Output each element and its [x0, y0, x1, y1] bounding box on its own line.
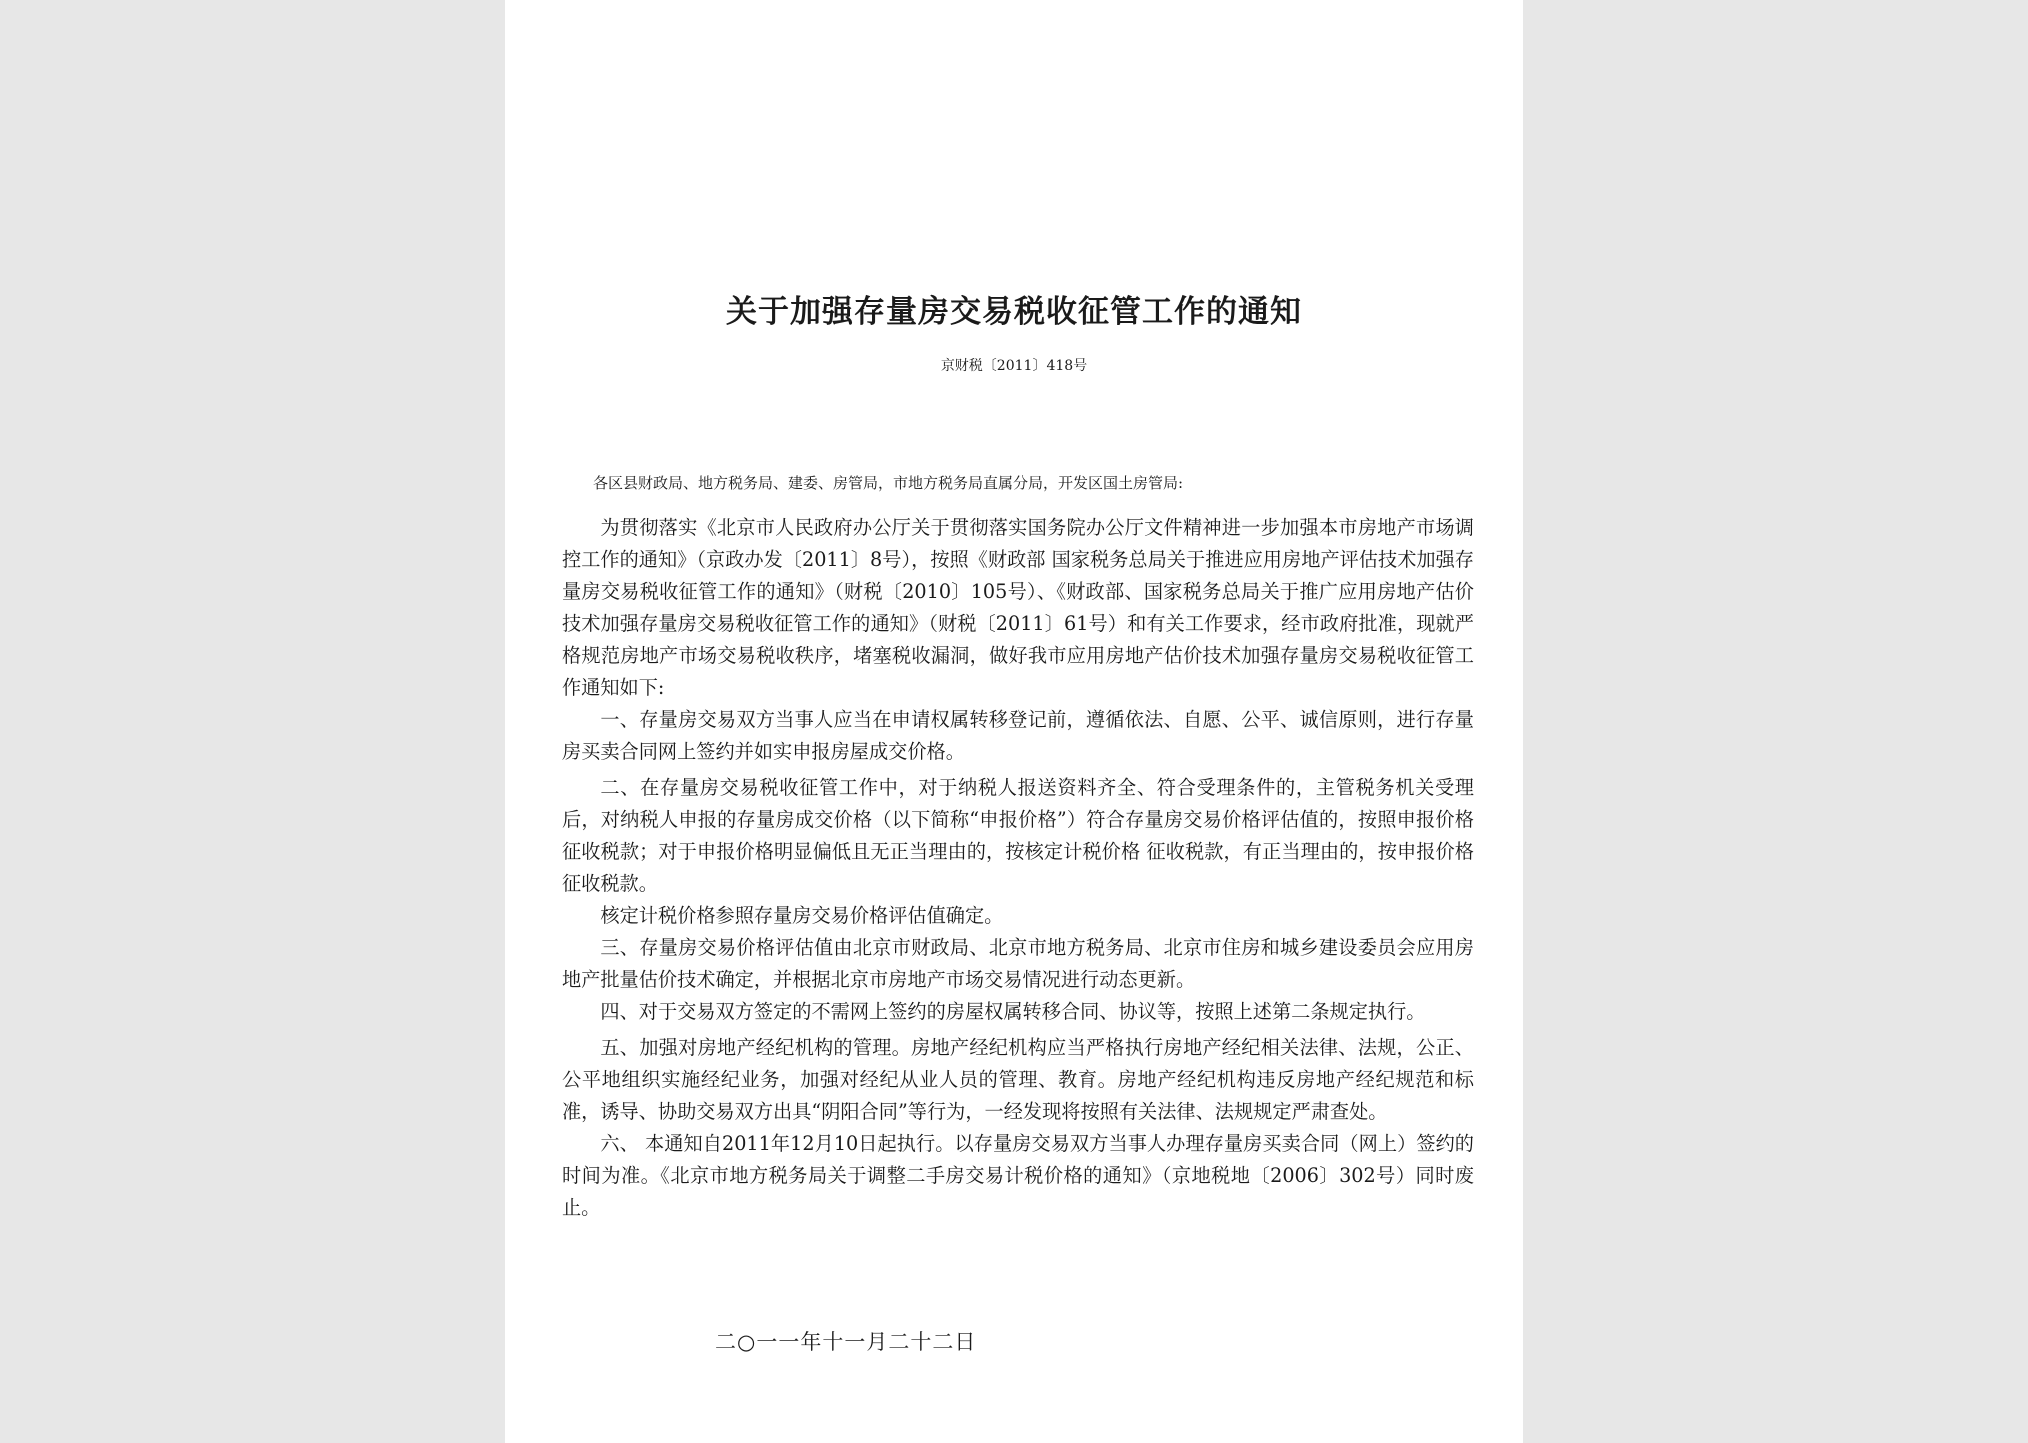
paragraph-item-4: 四、对于交易双方签定的不需网上签约的房屋权属转移合同、协议等，按照上述第二条规定执行。 — [600, 1000, 1426, 1023]
document-title: 关于加强存量房交易税收征管工作的通知 — [726, 294, 1302, 330]
paragraph-preamble: 为贯彻落实《北京市人民政府办公厅关于贯彻落实国务院办公厅文件精神进一步加强本市房地产市场调控工作的通知》（京政办发〔2011〕8号），按照《财政部 国家税务总局关于推进应用房地产评估技术加强存量房交易税收征管工作的通知》（财税〔2010〕105号）、《财政部、国家税务总局关于推广应用房地产估价技术加强存量房交易税收征管工作的通知》（财税〔2011〕61号）和有关工作要求，经市政府批准，现就严格规范房地产市场交易税收秩序，堵塞税收漏洞，做好我市应用房地产估价技术加强存量房交易税收征管工作通知如下: — [562, 516, 1474, 699]
document-body — [562, 512, 1474, 1224]
document-number: 京财税〔2011〕418号 — [940, 358, 1088, 374]
addressee-line: 各区县财政局、地方税务局、建委、房管局，市地方税务局直属分局，开发区国土房管局: — [593, 474, 1184, 492]
document-date: 二○一一年十一月二十二日 — [715, 1330, 977, 1354]
paragraph-item-2: 二、在存量房交易税收征管工作中，对于纳税人报送资料齐全、符合受理条件的，主管税务机关受理后，对纳税人申报的存量房成交价格（以下简称“申报价格”）符合存量房交易价格评估值的，按照申报价格征收税款；对于申报价格明显偏低且无正当理由的，按核定计税价格 征收税款，有正当理由的，按申报价格 征收税款。 — [562, 776, 1474, 895]
document-page — [505, 0, 1523, 1443]
paragraph-item-6: 六、 本通知自2011年12月10日起执行。以存量房交易双方当事人办理存量房买卖合同（网上）签约的时间为准。《北京市地方税务局关于调整二手房交易计税价格的通知》（京地税地〔2006〕302号）同时废止。 — [562, 1132, 1474, 1219]
paragraph-item-1: 一、存量房交易双方当事人应当在申请权属转移登记前，遵循依法、自愿、公平、诚信原则，进行存量房买卖合同网上签约并如实申报房屋成交价格。 — [562, 708, 1474, 763]
paragraph-item-2-note: 核定计税价格参照存量房交易价格评估值确定。 — [600, 904, 1004, 927]
paragraph-item-5: 五、加强对房地产经纪机构的管理。房地产经纪机构应当严格执行房地产经纪相关法律、法规，公正、公平地组织实施经纪业务，加强对经纪从业人员的管理、教育。房地产经纪机构违反房地产经纪规范和标准，诱导、协助交易双方出具“阴阳合同”等行为，一经发现将按照有关法律、法规规定严肃查处。 — [562, 1036, 1474, 1123]
paragraph-item-3: 三、存量房交易价格评估值由北京市财政局、北京市地方税务局、北京市住房和城乡建设委员会应用房地产批量估价技术确定，并根据北京市房地产市场交易情况进行动态更新。 — [562, 936, 1474, 991]
